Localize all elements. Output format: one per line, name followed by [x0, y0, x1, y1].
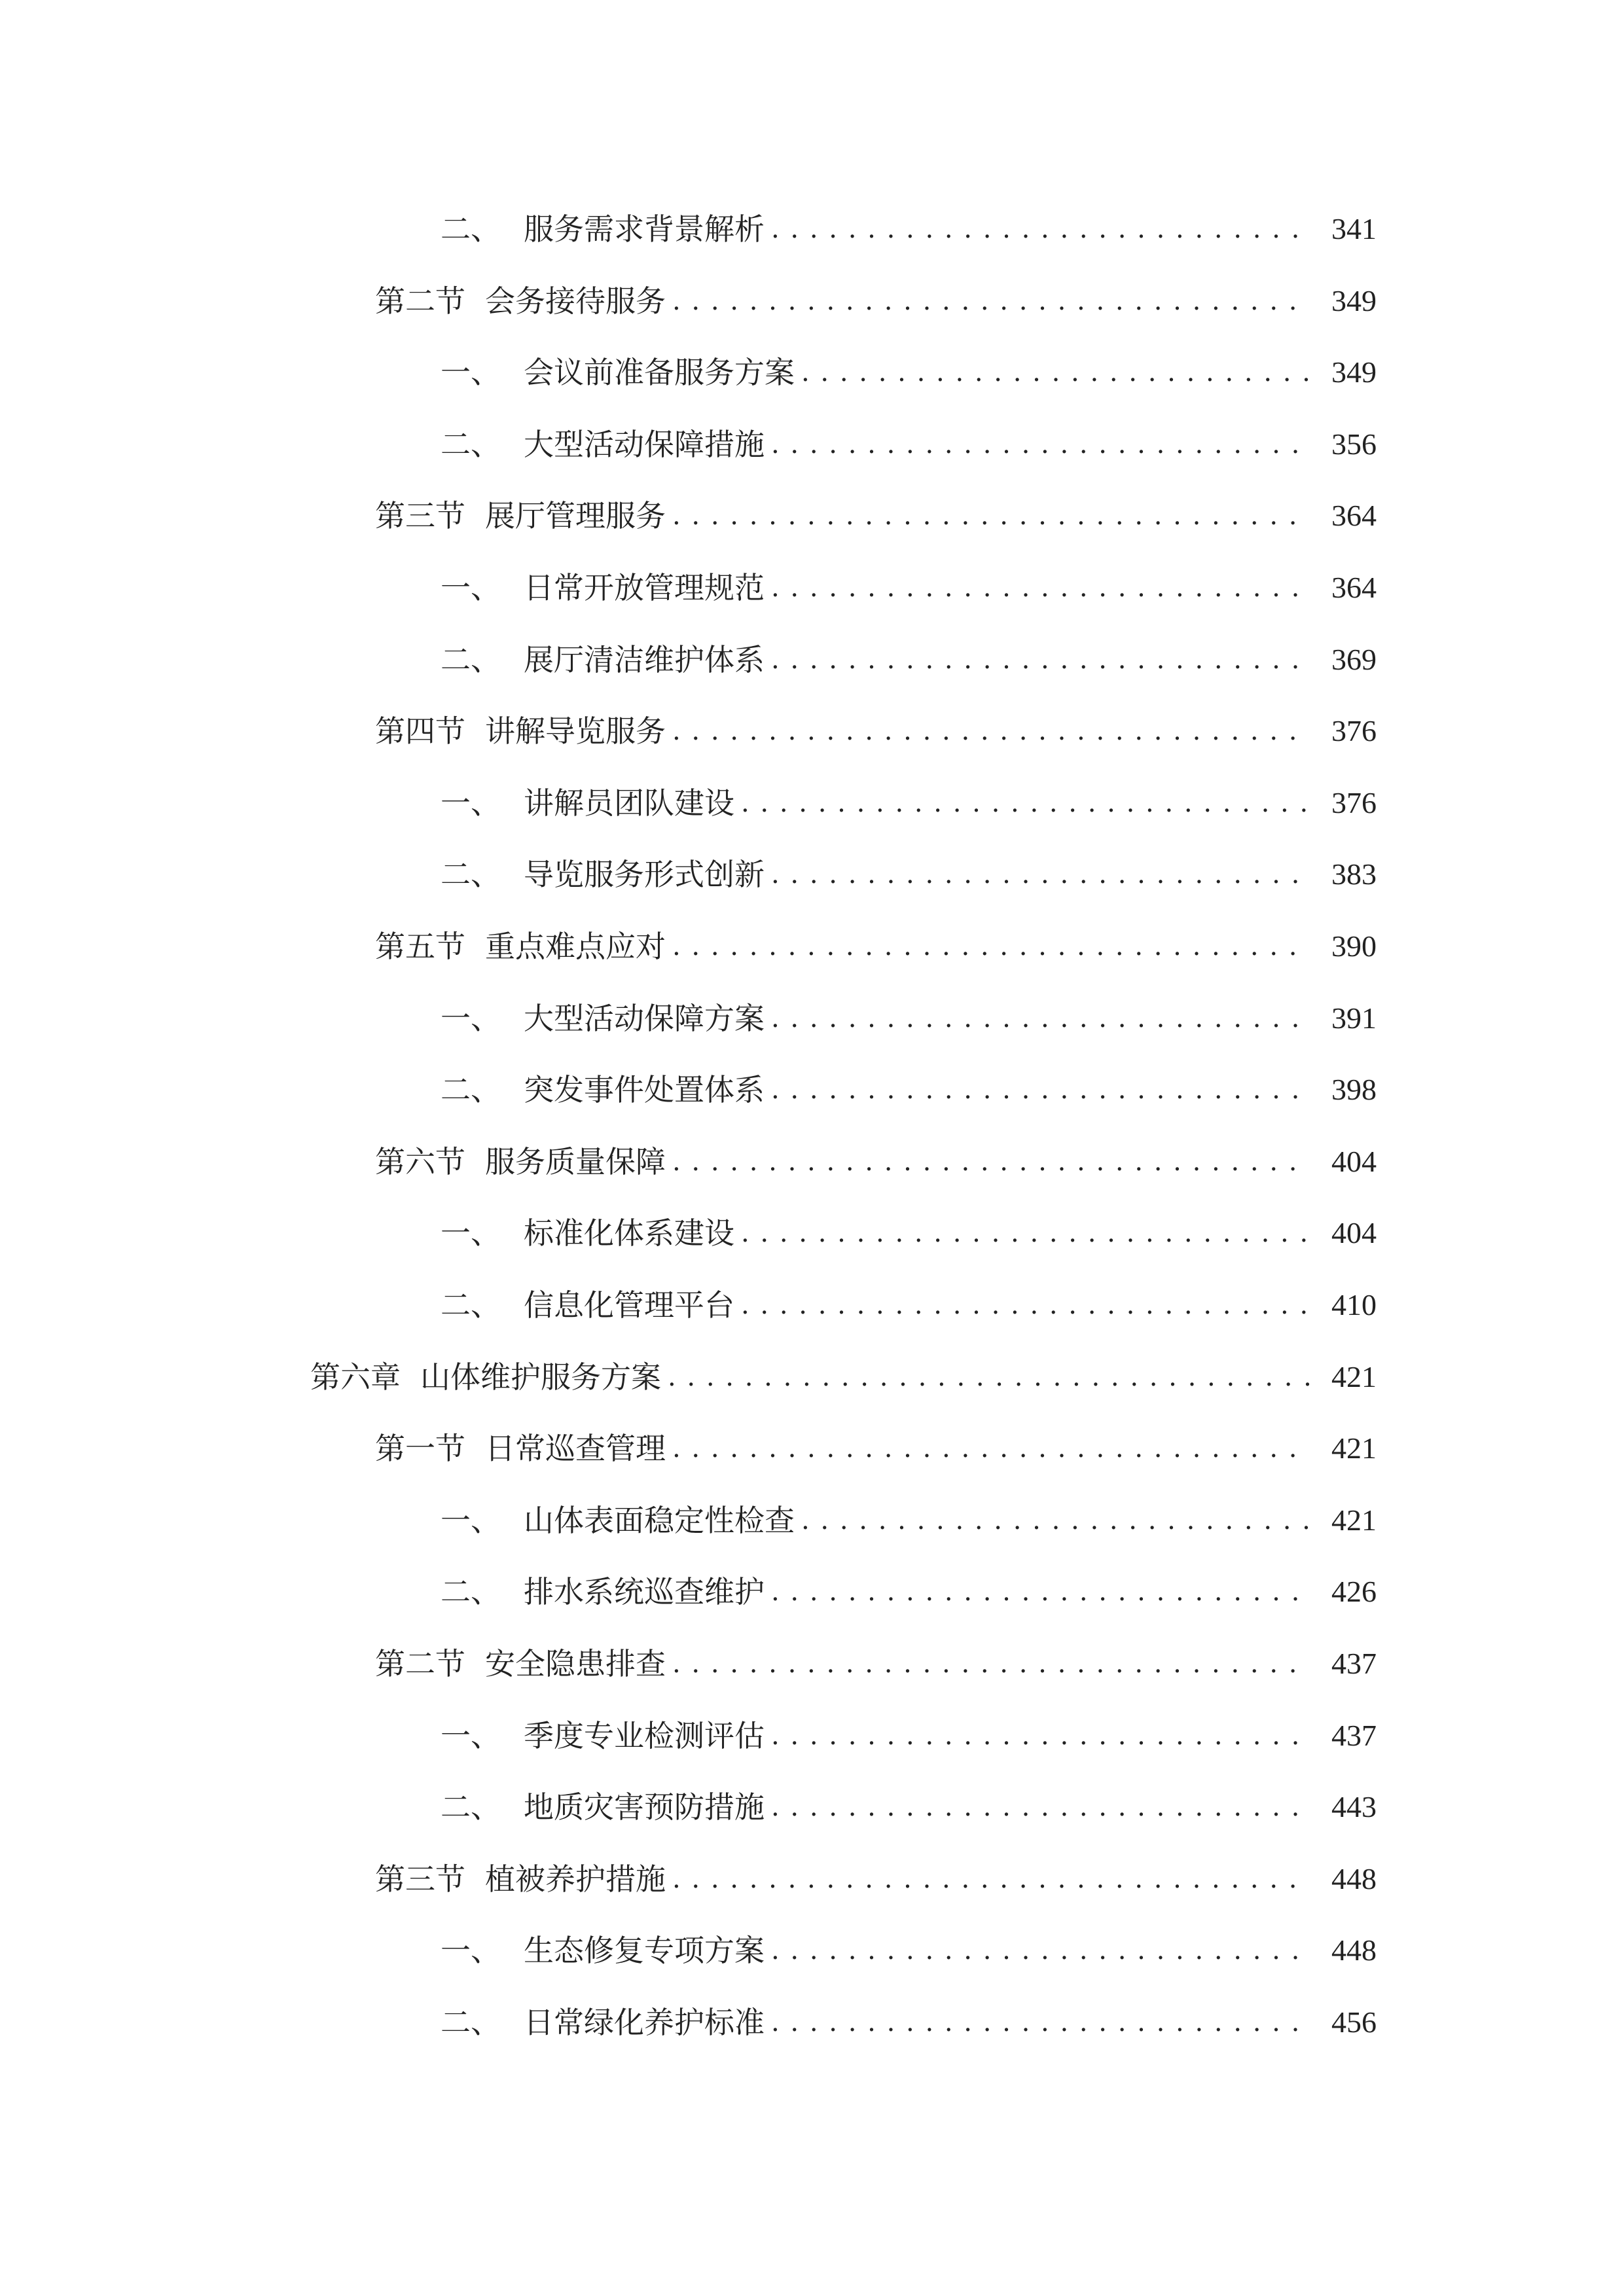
toc-leader-dots [672, 496, 1310, 535]
toc-entry[interactable] [375, 268, 1377, 321]
toc-leader-dots [672, 1859, 1310, 1899]
toc-entry[interactable] [441, 986, 1377, 1038]
toc-entry-number: 二、 [441, 427, 501, 462]
toc-entry[interactable] [441, 1057, 1377, 1109]
toc-entry[interactable] [441, 1272, 1377, 1325]
toc-entry-title: 重点难点应对 [485, 929, 666, 964]
toc-entry-page-number: 404 [1331, 1145, 1377, 1178]
toc-leader-dots [741, 1285, 1310, 1325]
toc-entry-title: 排水系统巡查维护 [524, 1574, 765, 1609]
toc-entry[interactable] [441, 1990, 1377, 2042]
toc-leader-dots [771, 209, 1310, 249]
toc-entry-title: 服务质量保障 [485, 1144, 666, 1179]
toc-entry-page-number: 448 [1331, 1933, 1377, 1967]
toc-entry-number: 二、 [441, 1789, 501, 1825]
toc-entry-title: 讲解导览服务 [485, 713, 666, 749]
toc-entry[interactable] [441, 1774, 1377, 1827]
toc-entry-title: 标准化体系建设 [524, 1215, 734, 1251]
toc-entry-title: 生态修复专项方案 [524, 1933, 765, 1968]
toc-entry-title: 会务接待服务 [485, 283, 666, 319]
toc-entry-number: 一、 [441, 785, 501, 821]
toc-entry[interactable] [375, 1631, 1377, 1683]
toc-leader-dots [672, 281, 1310, 321]
toc-entry-title: 季度专业检测评估 [524, 1718, 765, 1753]
toc-entry[interactable] [441, 1703, 1377, 1755]
toc-entry-title: 展厅清洁维护体系 [524, 642, 765, 677]
toc-entry[interactable] [375, 1416, 1377, 1468]
toc-entry-title: 服务需求背景解析 [524, 211, 765, 247]
toc-entry[interactable] [441, 1918, 1377, 1970]
toc-entry-page-number: 376 [1331, 786, 1377, 819]
toc-entry[interactable] [441, 842, 1377, 894]
toc-entry[interactable] [375, 698, 1377, 751]
toc-entry-number: 二、 [441, 1574, 501, 1609]
toc-entry-page-number: 369 [1331, 643, 1377, 676]
toc-entry-title: 讲解员团队建设 [524, 785, 734, 821]
toc-entry-page-number: 390 [1331, 929, 1377, 963]
toc-entry-title: 山体维护服务方案 [420, 1359, 661, 1395]
toc-entry[interactable] [441, 627, 1377, 679]
toc-leader-dots [741, 1213, 1310, 1253]
toc-entry-page-number: 437 [1331, 1647, 1377, 1680]
toc-entry-page-number: 349 [1331, 355, 1377, 389]
toc-entry[interactable] [310, 1344, 1377, 1397]
toc-leader-dots [668, 1357, 1310, 1397]
toc-entry-number: 第三节 [375, 1861, 465, 1897]
toc-entry-page-number: 410 [1331, 1288, 1377, 1321]
toc-entry[interactable] [441, 1488, 1377, 1540]
toc-leader-dots [672, 711, 1310, 751]
toc-entry-number: 第六章 [310, 1359, 401, 1395]
toc-entry-page-number: 341 [1331, 212, 1377, 245]
toc-entry[interactable] [375, 914, 1377, 966]
toc-entry-page-number: 383 [1331, 857, 1377, 891]
toc-leader-dots [771, 1716, 1310, 1755]
toc-entry-page-number: 404 [1331, 1216, 1377, 1249]
toc-entry-page-number: 421 [1331, 1431, 1377, 1465]
toc-entry-number: 第三节 [375, 498, 465, 533]
toc-leader-dots [801, 353, 1310, 392]
toc-entry-title: 植被养护措施 [485, 1861, 666, 1897]
toc-entry-page-number: 421 [1331, 1503, 1377, 1537]
toc-entry-number: 第一节 [375, 1431, 465, 1466]
toc-entry-title: 会议前准备服务方案 [524, 355, 795, 390]
toc-leader-dots [801, 1501, 1310, 1540]
toc-entry-page-number: 391 [1331, 1001, 1377, 1035]
toc-leader-dots [771, 1931, 1310, 1970]
toc-entry[interactable] [441, 770, 1377, 823]
toc-entry-page-number: 356 [1331, 427, 1377, 461]
toc-entry[interactable] [441, 1559, 1377, 1611]
toc-entry-page-number: 376 [1331, 714, 1377, 747]
toc-entry-page-number: 426 [1331, 1575, 1377, 1608]
toc-entry-number: 二、 [441, 857, 501, 892]
toc-entry-page-number: 398 [1331, 1073, 1377, 1106]
toc-entry-title: 山体表面稳定性检查 [524, 1503, 795, 1538]
toc-leader-dots [771, 1572, 1310, 1611]
toc-entry[interactable] [441, 412, 1377, 464]
toc-entry-number: 一、 [441, 1933, 501, 1968]
toc-entry-number: 第二节 [375, 1646, 465, 1681]
toc-entry-title: 地质灾害预防措施 [524, 1789, 765, 1825]
toc-entry-number: 一、 [441, 570, 501, 605]
toc-entry-number: 二、 [441, 1072, 501, 1107]
toc-entry-number: 第二节 [375, 283, 465, 319]
toc-entry-title: 日常巡查管理 [485, 1431, 666, 1466]
toc-entry[interactable] [441, 340, 1377, 392]
toc-leader-dots [771, 999, 1310, 1038]
toc-entry-number: 二、 [441, 211, 501, 247]
toc-leader-dots [771, 2003, 1310, 2042]
toc-entry[interactable] [441, 1200, 1377, 1253]
toc-leader-dots [741, 783, 1310, 823]
toc-entry-title: 日常开放管理规范 [524, 570, 765, 605]
toc-leader-dots [672, 1644, 1310, 1683]
toc-entry-title: 导览服务形式创新 [524, 857, 765, 892]
toc-entry[interactable] [375, 483, 1377, 535]
toc-entry[interactable] [441, 196, 1377, 249]
toc-entry-number: 第六节 [375, 1144, 465, 1179]
toc-entry[interactable] [375, 1846, 1377, 1899]
toc-entry-page-number: 364 [1331, 499, 1377, 532]
toc-leader-dots [771, 640, 1310, 679]
toc-leader-dots [672, 1142, 1310, 1181]
toc-leader-dots [771, 1070, 1310, 1109]
toc-leader-dots [771, 855, 1310, 894]
toc-leader-dots [771, 425, 1310, 464]
toc-entry-number: 一、 [441, 1503, 501, 1538]
toc-entry-page-number: 349 [1331, 284, 1377, 317]
toc-entry-page-number: 421 [1331, 1360, 1377, 1393]
toc-entry-page-number: 437 [1331, 1719, 1377, 1752]
toc-entry-number: 二、 [441, 642, 501, 677]
toc-entry-title: 安全隐患排查 [485, 1646, 666, 1681]
toc-entry-page-number: 364 [1331, 571, 1377, 604]
toc-entry[interactable] [375, 1129, 1377, 1181]
toc-entry-number: 二、 [441, 1287, 501, 1323]
toc-leader-dots [672, 927, 1310, 966]
toc-entry[interactable] [441, 555, 1377, 607]
toc-entry-page-number: 443 [1331, 1790, 1377, 1823]
toc-entry-number: 一、 [441, 355, 501, 390]
toc-leader-dots [771, 568, 1310, 607]
toc-entry-page-number: 448 [1331, 1862, 1377, 1895]
toc-entry-title: 大型活动保障方案 [524, 1001, 765, 1036]
toc-entry-title: 日常绿化养护标准 [524, 2005, 765, 2040]
toc-entry-number: 第四节 [375, 713, 465, 749]
toc-leader-dots [672, 1429, 1310, 1468]
toc-entry-number: 一、 [441, 1215, 501, 1251]
toc-entry-title: 突发事件处置体系 [524, 1072, 765, 1107]
toc-entry-title: 大型活动保障措施 [524, 427, 765, 462]
toc-entry-number: 一、 [441, 1718, 501, 1753]
toc-entry-number: 第五节 [375, 929, 465, 964]
toc-entry-title: 展厅管理服务 [485, 498, 666, 533]
toc-entry-number: 一、 [441, 1001, 501, 1036]
toc-leader-dots [771, 1787, 1310, 1827]
toc-entry-title: 信息化管理平台 [524, 1287, 734, 1323]
toc-entry-number: 二、 [441, 2005, 501, 2040]
toc-entry-page-number: 456 [1331, 2005, 1377, 2039]
